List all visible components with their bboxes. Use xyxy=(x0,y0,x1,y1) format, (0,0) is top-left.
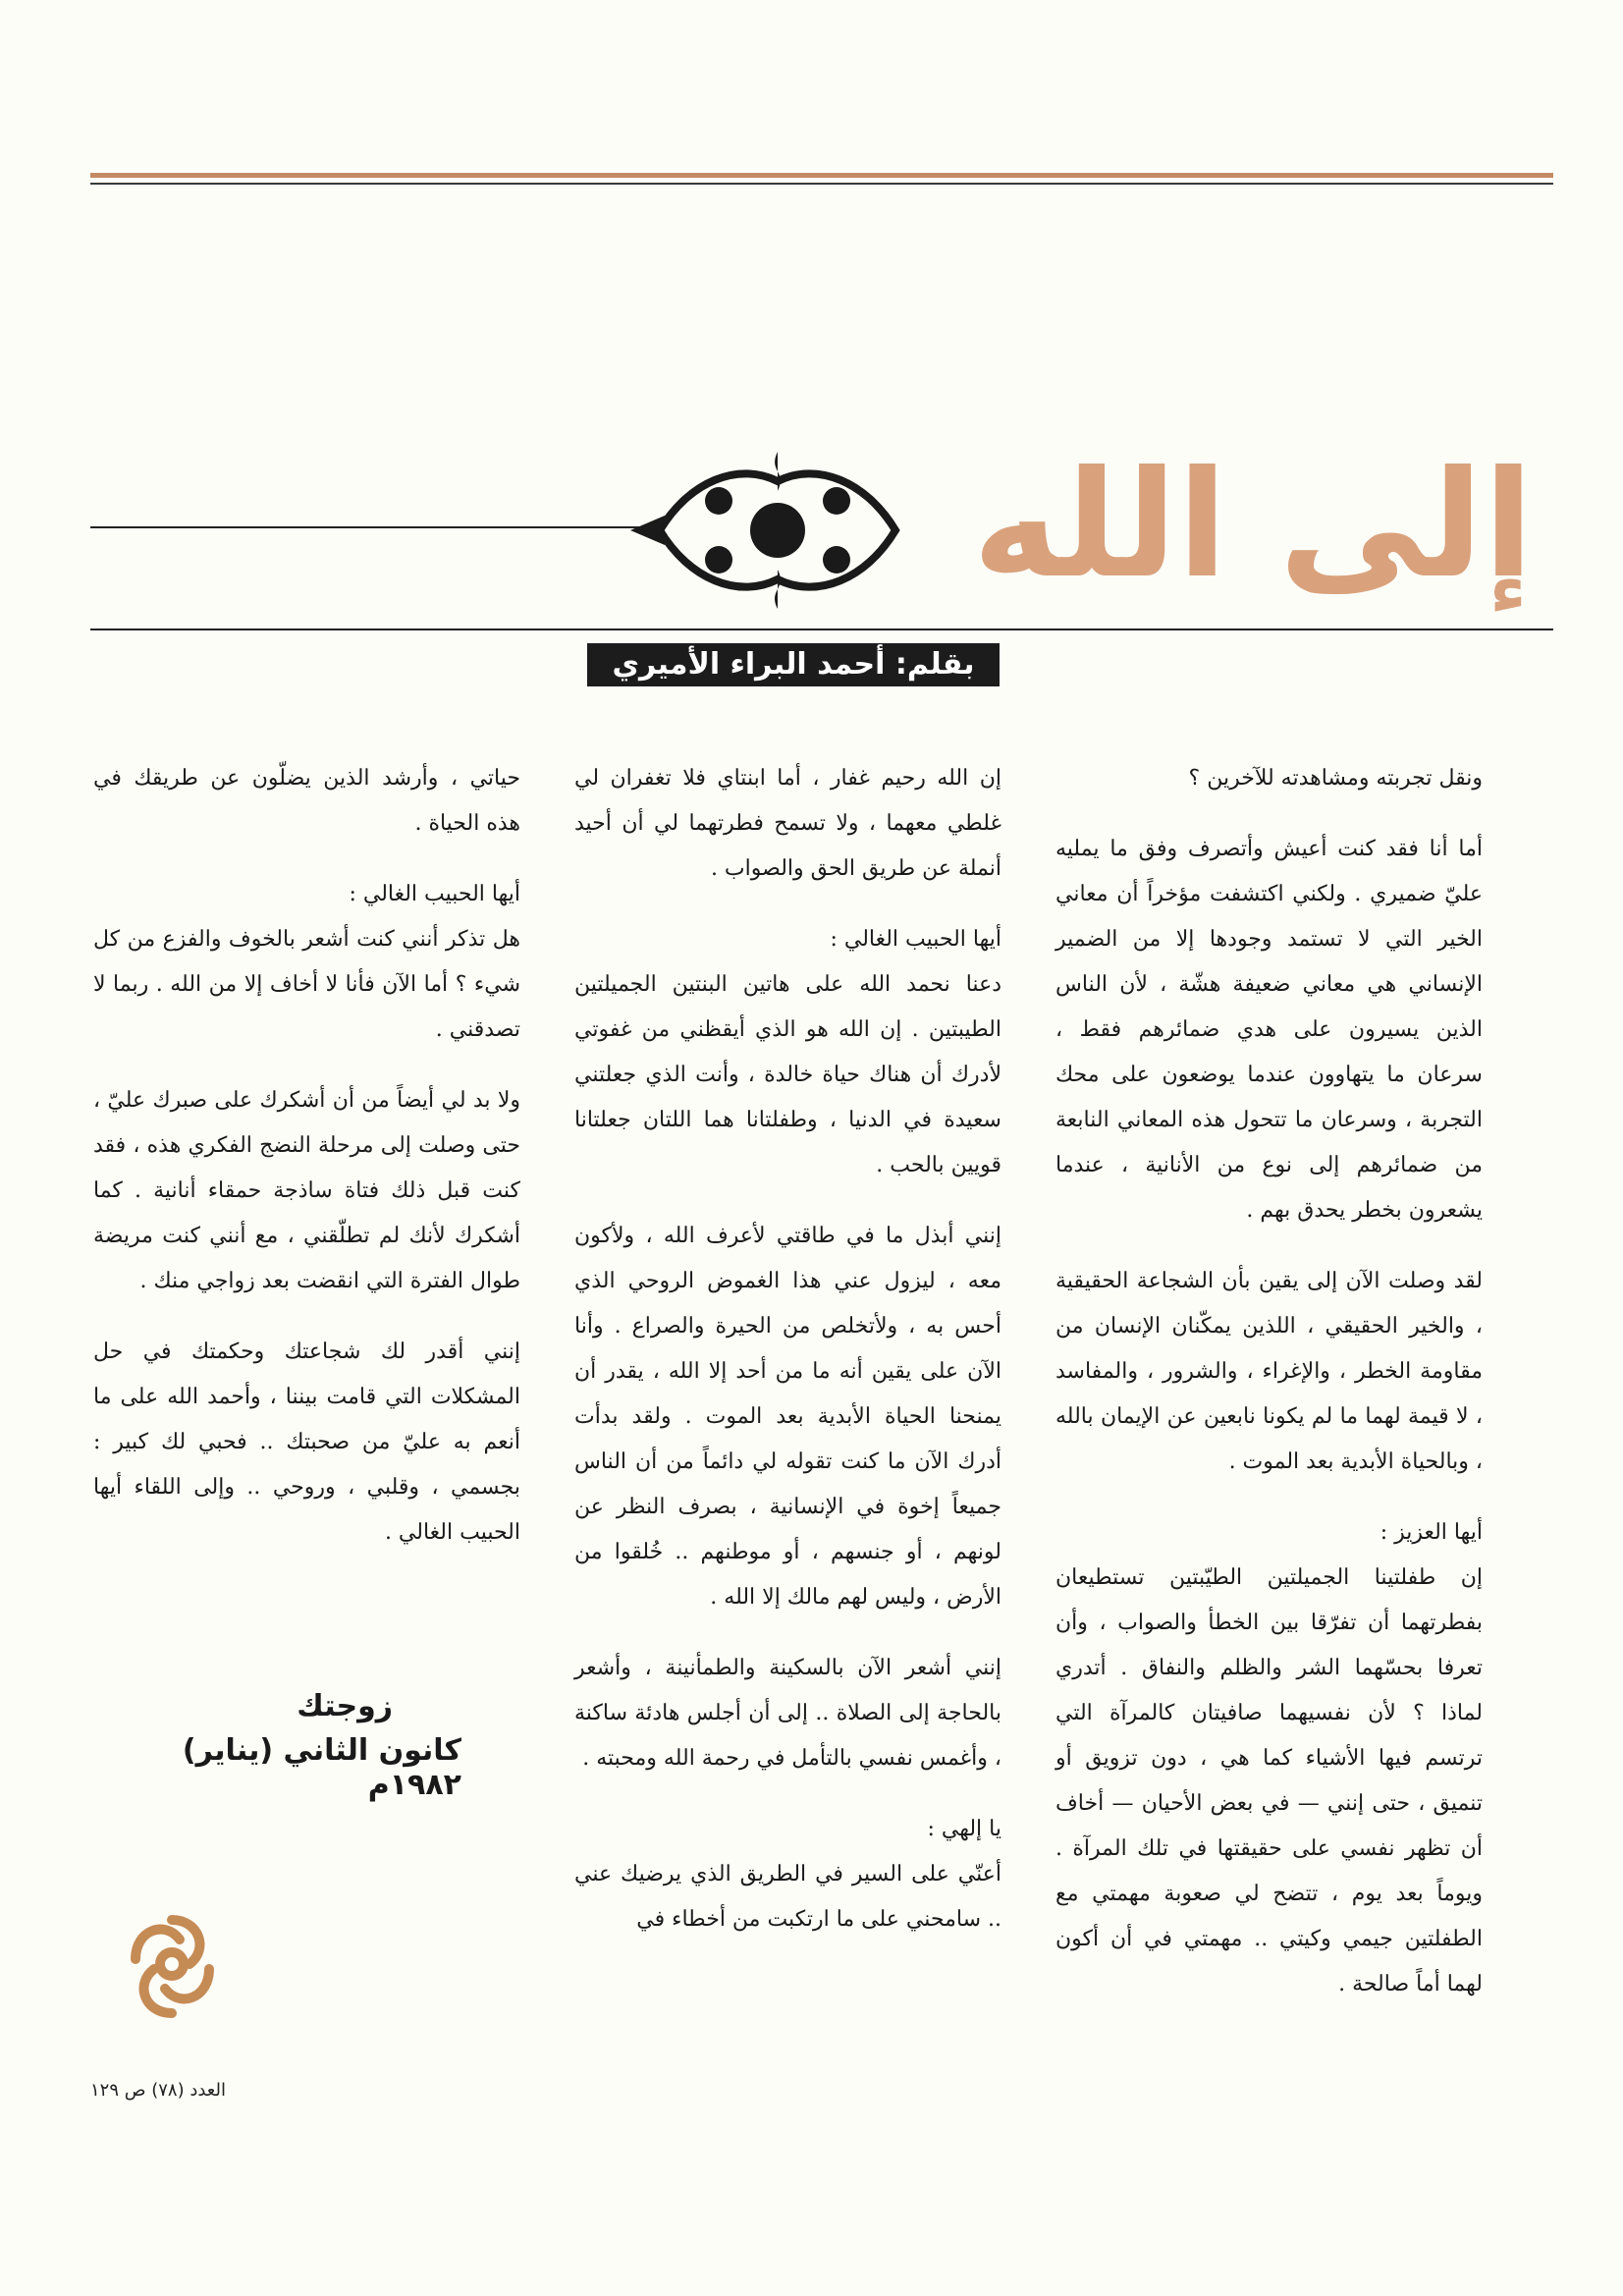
arabesque-ornament-icon xyxy=(621,442,935,619)
signature-block xyxy=(93,1689,520,1802)
paragraph: أما أنا فقد كنت أعيش وأتصرف وفق ما يمليه عليّ ضميري . ولكني اكتشفت مؤخراً أن معاني الخير التي لا تستمد وجودها إلا من الضمير الإنساني هي معاني ضعيفة هشّة ، لأن الناس الذين يسيرون على هدي ضمائرهم فقط ، سرعان ما يتهاوون عندما يوضعون على محك التجربة ، وسرعان ما تتحول هذه المعاني النابعة من ضمائرهم إلى نوع من الأنانية ، عندما يشعرون بخطر يحدق بهم . xyxy=(1055,837,1483,1223)
column-right xyxy=(1055,756,1483,2033)
paragraph: أعنّي على السير في الطريق الذي يرضيك عني .. سامحني على ما ارتكبت من أخطاء في xyxy=(574,1862,1001,1932)
title-bottom-rule xyxy=(90,629,1553,630)
paragraph: إنني أشعر الآن بالسكينة والطمأنينة ، وأشعر بالحاجة إلى الصلاة .. إلى أن أجلس هادئة ساكنة ، وأغمس نفسي بالتأمل في رحمة الله ومحبته . xyxy=(574,1656,1001,1771)
section-heading: أيها الحبيب الغالي : xyxy=(349,882,520,906)
section-heading: يا إلهي : xyxy=(927,1817,1001,1841)
paragraph: إن طفلتينا الجميلتين الطيّبتين تستطيعان بفطرتهما أن تفرّقا بين الخطأ والصواب ، وأن تعرفا بحسّهما الشر والظلم والنفاق . أتدري لماذا ؟ لأن نفسيهما صافيتان كالمرآة التي ترتسم فيها الأشياء كما هي ، دون تزويق أو تنميق ، حتى إنني — في بعض الأحيان — أخاف أن تظهر نفسي على حقيقتها في تلك المرآة . ويوماً بعد يوم ، تتضح لي صعوبة مهمتي مع الطفلتين جيمي وكيتي .. مهمتي في أن أكون لهما أماً صالحة . xyxy=(1055,1565,1483,1996)
author-byline: بقلم: أحمد البراء الأميري xyxy=(587,643,1000,686)
paragraph: هل تذكر أنني كنت أشعر بالخوف والفزع من كل شيء ؟ أما الآن فأنا لا أخاف إلا من الله . ربما لا تصدقني . xyxy=(93,927,520,1042)
paragraph: ونقل تجربته ومشاهدته للآخرين ؟ xyxy=(1188,766,1483,791)
paragraph: إنني أبذل ما في طاقتي لأعرف الله ، ولأكون معه ، ليزول عني هذا الغموض الروحي الذي أحس به ، ولأتخلص من الحيرة والصراع . وأنا الآن على يقين أنه ما من أحد إلا الله ، يقدر أن يمنحنا الحياة الأبدية بعد الموت . ولقد بدأت أدرك الآن ما كنت تقوله لي دائماً من أن الناس جميعاً إخوة في الإنسانية ، بصرف النظر عن لونهم ، أو جنسهم ، أو موطنهم .. خُلقوا من الأرض ، وليس لهم مالك إلا الله . xyxy=(574,1224,1001,1610)
section-heading: أيها الحبيب الغالي : xyxy=(830,927,1001,952)
title-block xyxy=(90,432,1553,629)
magazine-emblem-icon xyxy=(116,1900,229,2028)
paragraph: إنني أقدر لك شجاعتك وحكمتك في حل المشكلات التي قامت بيننا ، وأحمد الله على ما أنعم به عليّ من صحبتك .. فحبي لك كبير : بجسمي ، وقلبي ، وروحي .. وإلى اللقاء أيها الحبيب الغالي . xyxy=(93,1339,520,1545)
paragraph: إن الله رحيم غفار ، أما ابنتاي فلا تغفران لي غلطي معهما ، ولا تسمح فطرتهما لي أن أحيد أنملة عن طريق الحق والصواب . xyxy=(574,766,1001,881)
page-footer: العدد (٧٨) ص ١٢٩ xyxy=(90,2080,226,2101)
paragraph: حياتي ، وأرشد الذين يضلّون عن طريقك في هذه الحياة . xyxy=(93,766,520,836)
top-thin-rule xyxy=(90,183,1553,185)
article-title: إلى الله xyxy=(972,440,1534,611)
paragraph: ولا بد لي أيضاً من أن أشكرك على صبرك عليّ ، حتى وصلت إلى مرحلة النضج الفكري هذه ، فقد كنت قبل ذلك فتاة ساذجة حمقاء أنانية . كما أشكرك لأنك لم تطلّقني ، مع أنني كنت مريضة طوال الفترة التي انقضت بعد زواجي منك . xyxy=(93,1088,520,1293)
title-divider-line xyxy=(90,526,640,528)
paragraph: لقد وصلت الآن إلى يقين بأن الشجاعة الحقيقية ، والخير الحقيقي ، اللذين يمكّنان الإنسان من مقاومة الخطر ، والإغراء ، والشرور ، والمفاسد ، لا قيمة لهما ما لم يكونا نابعين عن الإيمان بالله ، وبالحياة الأبدية بعد الموت . xyxy=(1055,1269,1483,1474)
signature-date: كانون الثاني (يناير) ١٩٨٢م xyxy=(182,1733,461,1802)
top-accent-rule xyxy=(90,173,1553,178)
section-heading: أيها العزيز : xyxy=(1380,1520,1483,1545)
column-left xyxy=(93,756,520,1581)
signature-name: زوجتك xyxy=(297,1689,393,1723)
column-middle xyxy=(574,756,1001,1968)
paragraph: دعنا نحمد الله على هاتين البنتين الجميلتين الطيبتين . إن الله هو الذي أيقظني من غفوتي لأدرك أن هناك حياة خالدة ، وأنت الذي جعلتني سعيدة في الدنيا ، وطفلتانا هما اللتان جعلتانا قويين بالحب . xyxy=(574,972,1001,1177)
